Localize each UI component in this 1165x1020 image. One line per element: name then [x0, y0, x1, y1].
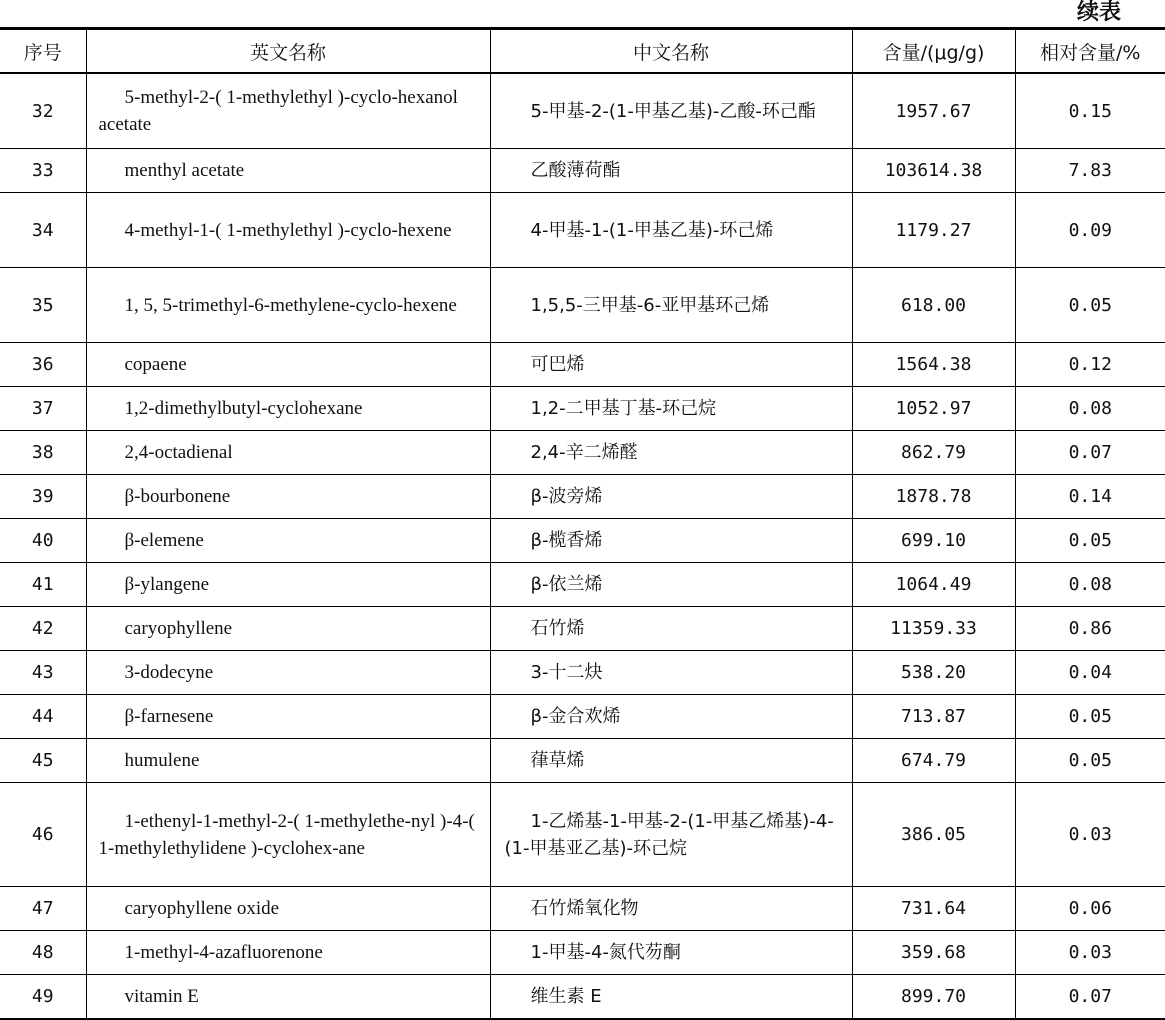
header-content: 含量/(μg/g): [852, 29, 1015, 74]
row-index: 46: [0, 783, 86, 887]
content-value: 1564.38: [852, 343, 1015, 387]
table-row: [0, 475, 1165, 519]
row-index: 47: [0, 887, 86, 931]
row-index: 37: [0, 387, 86, 431]
header-english-name: 英文名称: [86, 29, 490, 74]
relative-content-value: 0.08: [1015, 387, 1165, 431]
chinese-name: 葎草烯: [490, 739, 852, 783]
english-name: caryophyllene oxide: [86, 887, 490, 931]
english-name: 1-methyl-4-azafluorenone: [86, 931, 490, 975]
english-name: β-bourbonene: [86, 475, 490, 519]
row-index: 35: [0, 268, 86, 343]
content-value: 618.00: [852, 268, 1015, 343]
english-name: 5-methyl-2-( 1-methylethyl )-cyclo-hexanol acetate: [86, 73, 490, 149]
relative-content-value: 0.05: [1015, 695, 1165, 739]
table-row: [0, 739, 1165, 783]
content-value: 1878.78: [852, 475, 1015, 519]
table-row: [0, 651, 1165, 695]
relative-content-value: 0.07: [1015, 975, 1165, 1019]
chinese-name: 3-十二炔: [490, 651, 852, 695]
relative-content-value: 0.14: [1015, 475, 1165, 519]
relative-content-value: 0.86: [1015, 607, 1165, 651]
content-value: 538.20: [852, 651, 1015, 695]
row-index: 32: [0, 73, 86, 149]
english-name: 1-ethenyl-1-methyl-2-( 1-methylethe-nyl )-4-( 1-methylethylidene )-cyclohex-ane: [86, 783, 490, 887]
row-index: 33: [0, 149, 86, 193]
row-index: 38: [0, 431, 86, 475]
relative-content-value: 0.03: [1015, 931, 1165, 975]
relative-content-value: 7.83: [1015, 149, 1165, 193]
relative-content-value: 0.06: [1015, 887, 1165, 931]
english-name: humulene: [86, 739, 490, 783]
chinese-name: 乙酸薄荷酯: [490, 149, 852, 193]
english-name: β-elemene: [86, 519, 490, 563]
english-name: 1, 5, 5-trimethyl-6-methylene-cyclo-hexene: [86, 268, 490, 343]
row-index: 42: [0, 607, 86, 651]
table-row: [0, 563, 1165, 607]
header-chinese-name: 中文名称: [490, 29, 852, 74]
table-header-row: [0, 29, 1165, 74]
table-continued-caption: 续表: [1076, 0, 1121, 25]
english-name: 3-dodecyne: [86, 651, 490, 695]
table-row: [0, 931, 1165, 975]
english-name: 4-methyl-1-( 1-methylethyl )-cyclo-hexene: [86, 193, 490, 268]
chinese-name: β-榄香烯: [490, 519, 852, 563]
table-row: [0, 695, 1165, 739]
relative-content-value: 0.07: [1015, 431, 1165, 475]
chinese-name: 维生素 E: [490, 975, 852, 1019]
chinese-name: 1,5,5-三甲基-6-亚甲基环己烯: [490, 268, 852, 343]
content-value: 674.79: [852, 739, 1015, 783]
table-row: [0, 193, 1165, 268]
content-value: 1052.97: [852, 387, 1015, 431]
row-index: 34: [0, 193, 86, 268]
table-row: [0, 607, 1165, 651]
row-index: 48: [0, 931, 86, 975]
header-relative-content: 相对含量/%: [1015, 29, 1165, 74]
content-value: 731.64: [852, 887, 1015, 931]
row-index: 44: [0, 695, 86, 739]
relative-content-value: 0.03: [1015, 783, 1165, 887]
chinese-name: 5-甲基-2-(1-甲基乙基)-乙酸-环己酯: [490, 73, 852, 149]
english-name: 1,2-dimethylbutyl-cyclohexane: [86, 387, 490, 431]
content-value: 713.87: [852, 695, 1015, 739]
table-row: [0, 887, 1165, 931]
chinese-name: 1-甲基-4-氮代芴酮: [490, 931, 852, 975]
table-row: [0, 519, 1165, 563]
relative-content-value: 0.12: [1015, 343, 1165, 387]
english-name: 2,4-octadienal: [86, 431, 490, 475]
compound-table: [0, 27, 1165, 1020]
content-value: 899.70: [852, 975, 1015, 1019]
table-row: [0, 387, 1165, 431]
row-index: 45: [0, 739, 86, 783]
table-row: [0, 783, 1165, 887]
row-index: 40: [0, 519, 86, 563]
content-value: 1957.67: [852, 73, 1015, 149]
content-value: 11359.33: [852, 607, 1015, 651]
relative-content-value: 0.09: [1015, 193, 1165, 268]
table-row: [0, 268, 1165, 343]
english-name: copaene: [86, 343, 490, 387]
content-value: 103614.38: [852, 149, 1015, 193]
english-name: β-farnesene: [86, 695, 490, 739]
relative-content-value: 0.04: [1015, 651, 1165, 695]
relative-content-value: 0.05: [1015, 268, 1165, 343]
english-name: β-ylangene: [86, 563, 490, 607]
row-index: 36: [0, 343, 86, 387]
table-row: [0, 149, 1165, 193]
table-row: [0, 73, 1165, 149]
english-name: caryophyllene: [86, 607, 490, 651]
english-name: menthyl acetate: [86, 149, 490, 193]
content-value: 699.10: [852, 519, 1015, 563]
table-row: [0, 431, 1165, 475]
chinese-name: 2,4-辛二烯醛: [490, 431, 852, 475]
english-name: vitamin E: [86, 975, 490, 1019]
chinese-name: 石竹烯: [490, 607, 852, 651]
row-index: 41: [0, 563, 86, 607]
row-index: 39: [0, 475, 86, 519]
relative-content-value: 0.08: [1015, 563, 1165, 607]
content-value: 386.05: [852, 783, 1015, 887]
chinese-name: β-金合欢烯: [490, 695, 852, 739]
content-value: 1064.49: [852, 563, 1015, 607]
content-value: 359.68: [852, 931, 1015, 975]
relative-content-value: 0.15: [1015, 73, 1165, 149]
chinese-name: 1,2-二甲基丁基-环己烷: [490, 387, 852, 431]
chinese-name: 1-乙烯基-1-甲基-2-(1-甲基乙烯基)-4-(1-甲基亚乙基)-环己烷: [490, 783, 852, 887]
relative-content-value: 0.05: [1015, 519, 1165, 563]
chinese-name: 4-甲基-1-(1-甲基乙基)-环己烯: [490, 193, 852, 268]
table-row: [0, 975, 1165, 1019]
chinese-name: β-依兰烯: [490, 563, 852, 607]
chinese-name: β-波旁烯: [490, 475, 852, 519]
relative-content-value: 0.05: [1015, 739, 1165, 783]
table-row: [0, 343, 1165, 387]
content-value: 1179.27: [852, 193, 1015, 268]
row-index: 43: [0, 651, 86, 695]
content-value: 862.79: [852, 431, 1015, 475]
chinese-name: 石竹烯氧化物: [490, 887, 852, 931]
row-index: 49: [0, 975, 86, 1019]
chinese-name: 可巴烯: [490, 343, 852, 387]
header-index: 序号: [0, 29, 86, 74]
